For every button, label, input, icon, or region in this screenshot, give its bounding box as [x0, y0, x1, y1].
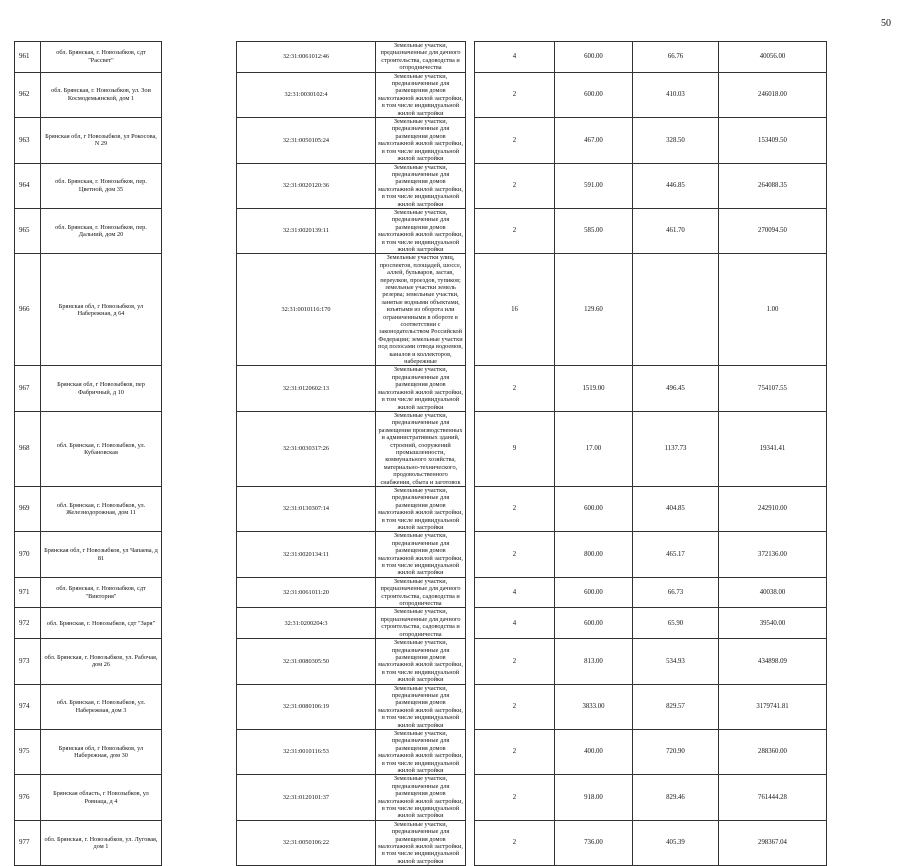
- cadastral-number-cell: 32:31:0080305:50: [237, 639, 376, 684]
- group-number-cell: 2: [475, 366, 555, 411]
- group-number-cell: 4: [475, 608, 555, 639]
- area-cell: 467.00: [555, 118, 633, 163]
- blank-cell: [162, 118, 237, 163]
- address-cell: Брянская обл, г Новозыбков, ул Набережная, дом 30: [41, 729, 162, 774]
- blank-cell: [162, 208, 237, 253]
- blank-cell: [466, 820, 475, 865]
- land-category-cell: Земельные участки, предназначенные для размещения домов малоэтажной жилой застройки, в том числе индивидуальной жилой застройки: [376, 163, 466, 208]
- blank-cell: [466, 577, 475, 608]
- group-number-cell: 2: [475, 775, 555, 820]
- blank-cell: [827, 820, 892, 865]
- address-cell: обл. Брянская, г. Новозыбков, ул. Железнодорожная, дом 11: [41, 486, 162, 531]
- blank-cell: [162, 411, 237, 486]
- cadastral-value-cell: 372136.00: [719, 532, 827, 577]
- cadastral-value-cell: 242910.00: [719, 486, 827, 531]
- group-number-cell: 4: [475, 42, 555, 73]
- group-number-cell: 2: [475, 532, 555, 577]
- blank-cell: [827, 366, 892, 411]
- land-category-cell: Земельные участки, предназначенные для дачного строительства, садоводства и огородничества: [376, 577, 466, 608]
- blank-cell: [827, 254, 892, 366]
- area-cell: 600.00: [555, 486, 633, 531]
- address-cell: обл. Брянская, г. Новозыбков, ул. Рабочая, дом 26: [41, 639, 162, 684]
- address-cell: Брянская обл, г Новозыбков, ул Набережная, д 64: [41, 254, 162, 366]
- row-number: 962: [15, 72, 41, 117]
- row-number: 976: [15, 775, 41, 820]
- row-number: 973: [15, 639, 41, 684]
- blank-cell: [827, 639, 892, 684]
- cadastral-value-cell: 3179741.81: [719, 684, 827, 729]
- row-number: 970: [15, 532, 41, 577]
- address-cell: обл. Брянская, г. Новозыбков, сдт "Виктория": [41, 577, 162, 608]
- land-category-cell: Земельные участки, предназначенные для дачного строительства, садоводства и огородничества: [376, 608, 466, 639]
- row-number: 977: [15, 820, 41, 865]
- land-category-cell: Земельные участки, предназначенные для размещения домов малоэтажной жилой застройки, в том числе индивидуальной жилой застройки: [376, 208, 466, 253]
- land-category-cell: Земельные участки, предназначенные для размещения домов малоэтажной жилой застройки, в том числе индивидуальной жилой застройки: [376, 639, 466, 684]
- land-category-cell: Земельные участки, предназначенные для размещения домов малоэтажной жилой застройки, в том числе индивидуальной жилой застройки: [376, 775, 466, 820]
- blank-cell: [466, 254, 475, 366]
- blank-cell: [162, 577, 237, 608]
- table-row: [15, 72, 892, 117]
- specific-value-cell: 405.39: [633, 820, 719, 865]
- specific-value-cell: 328.50: [633, 118, 719, 163]
- blank-cell: [466, 163, 475, 208]
- cadastral-number-cell: 32:31:0010116:53: [237, 729, 376, 774]
- table-row: [15, 820, 892, 865]
- cadastral-value-cell: 754107.55: [719, 366, 827, 411]
- blank-cell: [827, 42, 892, 73]
- blank-cell: [466, 608, 475, 639]
- blank-cell: [827, 486, 892, 531]
- address-cell: обл. Брянская, г. Новозыбков, пер. Дальний, дом 20: [41, 208, 162, 253]
- address-cell: обл. Брянская, г. Новозыбков, пер. Цветной, дом 35: [41, 163, 162, 208]
- area-cell: 585.00: [555, 208, 633, 253]
- blank-cell: [162, 254, 237, 366]
- cadastral-value-cell: 761444.28: [719, 775, 827, 820]
- land-category-cell: Земельные участки, предназначенные для размещения домов малоэтажной жилой застройки, в том числе индивидуальной жилой застройки: [376, 486, 466, 531]
- table-row: [15, 577, 892, 608]
- blank-cell: [162, 820, 237, 865]
- blank-cell: [466, 639, 475, 684]
- cadastral-number-cell: 32:31:0200204:3: [237, 608, 376, 639]
- cadastral-number-cell: 32:31:0080106:19: [237, 684, 376, 729]
- blank-cell: [827, 72, 892, 117]
- table-row: [15, 639, 892, 684]
- blank-cell: [162, 729, 237, 774]
- group-number-cell: 2: [475, 684, 555, 729]
- cadastral-value-cell: 39540.00: [719, 608, 827, 639]
- blank-cell: [466, 42, 475, 73]
- table-row: [15, 163, 892, 208]
- cadastral-value-cell: 288360.00: [719, 729, 827, 774]
- area-cell: 600.00: [555, 42, 633, 73]
- group-number-cell: 2: [475, 163, 555, 208]
- land-category-cell: Земельные участки, предназначенные для размещения домов малоэтажной жилой застройки, в том числе индивидуальной жилой застройки: [376, 729, 466, 774]
- area-cell: 17.00: [555, 411, 633, 486]
- address-cell: обл. Брянская, г. Новозыбков, сдт "Заря": [41, 608, 162, 639]
- blank-cell: [162, 42, 237, 73]
- land-category-cell: Земельные участки, предназначенные для размещения домов малоэтажной жилой застройки, в том числе индивидуальной жилой застройки: [376, 72, 466, 117]
- group-number-cell: 2: [475, 639, 555, 684]
- blank-cell: [162, 775, 237, 820]
- blank-cell: [466, 118, 475, 163]
- land-category-cell: Земельные участки, предназначенные для размещения домов малоэтажной жилой застройки, в том числе индивидуальной жилой застройки: [376, 118, 466, 163]
- table-row: [15, 608, 892, 639]
- row-number: 966: [15, 254, 41, 366]
- blank-cell: [827, 775, 892, 820]
- row-number: 964: [15, 163, 41, 208]
- row-number: 971: [15, 577, 41, 608]
- blank-cell: [162, 486, 237, 531]
- specific-value-cell: 404.85: [633, 486, 719, 531]
- blank-cell: [827, 163, 892, 208]
- group-number-cell: 2: [475, 118, 555, 163]
- blank-cell: [827, 684, 892, 729]
- blank-cell: [466, 411, 475, 486]
- table-row: [15, 684, 892, 729]
- cadastral-value-table: [14, 41, 892, 866]
- blank-cell: [466, 72, 475, 117]
- specific-value-cell: 410.03: [633, 72, 719, 117]
- area-cell: 600.00: [555, 72, 633, 117]
- blank-cell: [162, 639, 237, 684]
- table-row: [15, 775, 892, 820]
- address-cell: Брянская область, г Новозыбков, ул Ровнаца, д 4: [41, 775, 162, 820]
- area-cell: 918.00: [555, 775, 633, 820]
- blank-cell: [827, 729, 892, 774]
- table-row: [15, 532, 892, 577]
- specific-value-cell: 720.90: [633, 729, 719, 774]
- address-cell: Брянская обл, г Новозыбков, пер Фабричный, д 10: [41, 366, 162, 411]
- group-number-cell: 2: [475, 729, 555, 774]
- row-number: 963: [15, 118, 41, 163]
- row-number: 972: [15, 608, 41, 639]
- cadastral-value-cell: 1.00: [719, 254, 827, 366]
- table-row: [15, 118, 892, 163]
- cadastral-number-cell: 32:31:0130307:14: [237, 486, 376, 531]
- land-category-cell: Земельные участки улиц, проспектов, площадей, шоссе, аллей, бульваров, застав, переулков, проездов, тупиков; земельные участки земель резерва; земельные участки, занятые водными объектами, изъятыми из оборота или ограниченными в обороте в соответствии с законодательством Российской Федерации; земельные участки под полосами отвода водоемов, каналов и коллекторов, набережные: [376, 254, 466, 366]
- area-cell: 600.00: [555, 577, 633, 608]
- land-category-cell: Земельные участки, предназначенные для размещения домов малоэтажной жилой застройки, в том числе индивидуальной жилой застройки: [376, 532, 466, 577]
- cadastral-number-cell: 32:31:0020139:11: [237, 208, 376, 253]
- group-number-cell: 2: [475, 486, 555, 531]
- blank-cell: [827, 118, 892, 163]
- table-row: [15, 254, 892, 366]
- cadastral-number-cell: 32:31:0050106:22: [237, 820, 376, 865]
- table-row: [15, 42, 892, 73]
- specific-value-cell: 534.93: [633, 639, 719, 684]
- blank-cell: [466, 486, 475, 531]
- area-cell: 800.00: [555, 532, 633, 577]
- specific-value-cell: 66.76: [633, 42, 719, 73]
- cadastral-value-cell: 153409.50: [719, 118, 827, 163]
- group-number-cell: 2: [475, 820, 555, 865]
- blank-cell: [162, 532, 237, 577]
- blank-cell: [466, 532, 475, 577]
- blank-cell: [466, 729, 475, 774]
- cadastral-number-cell: 32:31:0030102:4: [237, 72, 376, 117]
- group-number-cell: 4: [475, 577, 555, 608]
- specific-value-cell: 66.73: [633, 577, 719, 608]
- area-cell: 129.60: [555, 254, 633, 366]
- land-category-cell: Земельные участки, предназначенные для размещения домов малоэтажной жилой застройки, в том числе индивидуальной жилой застройки: [376, 820, 466, 865]
- row-number: 968: [15, 411, 41, 486]
- row-number: 961: [15, 42, 41, 73]
- cadastral-number-cell: 32:31:0020120:36: [237, 163, 376, 208]
- blank-cell: [827, 208, 892, 253]
- address-cell: Брянская обл, г Новозыбков, ул Рокосова, N 29: [41, 118, 162, 163]
- cadastral-number-cell: 32:31:0061012:46: [237, 42, 376, 73]
- address-cell: Брянская обл, г Новозыбков, ул Чапаева, д 81: [41, 532, 162, 577]
- blank-cell: [162, 163, 237, 208]
- cadastral-value-cell: 246018.00: [719, 72, 827, 117]
- blank-cell: [162, 684, 237, 729]
- blank-cell: [827, 608, 892, 639]
- cadastral-number-cell: 32:31:0030317:26: [237, 411, 376, 486]
- cadastral-number-cell: 32:31:0061011:20: [237, 577, 376, 608]
- land-category-cell: Земельные участки, предназначенные для дачного строительства, садоводства и огородничества: [376, 42, 466, 73]
- cadastral-number-cell: 32:31:0120602:13: [237, 366, 376, 411]
- specific-value-cell: [633, 254, 719, 366]
- blank-cell: [162, 72, 237, 117]
- specific-value-cell: 829.57: [633, 684, 719, 729]
- blank-cell: [466, 775, 475, 820]
- row-number: 974: [15, 684, 41, 729]
- area-cell: 813.00: [555, 639, 633, 684]
- blank-cell: [827, 577, 892, 608]
- blank-cell: [466, 208, 475, 253]
- area-cell: 591.00: [555, 163, 633, 208]
- cadastral-number-cell: 32:31:0120101:37: [237, 775, 376, 820]
- blank-cell: [827, 411, 892, 486]
- table-row: [15, 208, 892, 253]
- area-cell: 3833.00: [555, 684, 633, 729]
- address-cell: обл. Брянская, г. Новозыбков, сдт "Рассвет": [41, 42, 162, 73]
- table-row: [15, 486, 892, 531]
- row-number: 967: [15, 366, 41, 411]
- group-number-cell: 2: [475, 208, 555, 253]
- cadastral-value-cell: 264088.35: [719, 163, 827, 208]
- row-number: 965: [15, 208, 41, 253]
- group-number-cell: 9: [475, 411, 555, 486]
- land-category-cell: Земельные участки, предназначенные для размещения домов малоэтажной жилой застройки, в том числе индивидуальной жилой застройки: [376, 684, 466, 729]
- blank-cell: [466, 366, 475, 411]
- specific-value-cell: 65.90: [633, 608, 719, 639]
- cadastral-number-cell: 32:31:0010116:170: [237, 254, 376, 366]
- blank-cell: [162, 366, 237, 411]
- group-number-cell: 2: [475, 72, 555, 117]
- cadastral-value-cell: 434898.09: [719, 639, 827, 684]
- area-cell: 736.00: [555, 820, 633, 865]
- specific-value-cell: 496.45: [633, 366, 719, 411]
- cadastral-value-cell: 40056.00: [719, 42, 827, 73]
- land-category-cell: Земельные участки, предназначенные для размещения домов малоэтажной жилой застройки, в том числе индивидуальной жилой застройки: [376, 366, 466, 411]
- specific-value-cell: 1137.73: [633, 411, 719, 486]
- cadastral-value-cell: 19341.41: [719, 411, 827, 486]
- table-row: [15, 729, 892, 774]
- address-cell: обл. Брянская, г. Новозыбков, ул. Луговая, дом 1: [41, 820, 162, 865]
- row-number: 969: [15, 486, 41, 531]
- cadastral-value-cell: 298367.04: [719, 820, 827, 865]
- area-cell: 1519.00: [555, 366, 633, 411]
- blank-cell: [827, 532, 892, 577]
- specific-value-cell: 829.46: [633, 775, 719, 820]
- row-number: 975: [15, 729, 41, 774]
- area-cell: 400.00: [555, 729, 633, 774]
- land-category-cell: Земельные участки, предназначенные для размещения производственных и административных зданий, строений, сооружений промышленности, коммунального хозяйства, материально-технического, продовольственного снабжения, сбыта и заготовок: [376, 411, 466, 486]
- specific-value-cell: 446.85: [633, 163, 719, 208]
- specific-value-cell: 465.17: [633, 532, 719, 577]
- blank-cell: [162, 608, 237, 639]
- address-cell: обл. Брянская, г. Новозыбков, ул. Зои Космодемьянской, дом 1: [41, 72, 162, 117]
- cadastral-number-cell: 32:31:0050105:24: [237, 118, 376, 163]
- cadastral-value-cell: 270094.50: [719, 208, 827, 253]
- address-cell: обл. Брянская, г. Новозыбков, ул. Кубановская: [41, 411, 162, 486]
- area-cell: 600.00: [555, 608, 633, 639]
- group-number-cell: 16: [475, 254, 555, 366]
- specific-value-cell: 461.70: [633, 208, 719, 253]
- address-cell: обл. Брянская, г. Новозыбков, ул. Набережная, дом 3: [41, 684, 162, 729]
- table-row: [15, 366, 892, 411]
- table-row: [15, 411, 892, 486]
- cadastral-number-cell: 32:31:0020134:11: [237, 532, 376, 577]
- blank-cell: [466, 684, 475, 729]
- page-number: 50: [881, 18, 891, 29]
- cadastral-value-cell: 40038.00: [719, 577, 827, 608]
